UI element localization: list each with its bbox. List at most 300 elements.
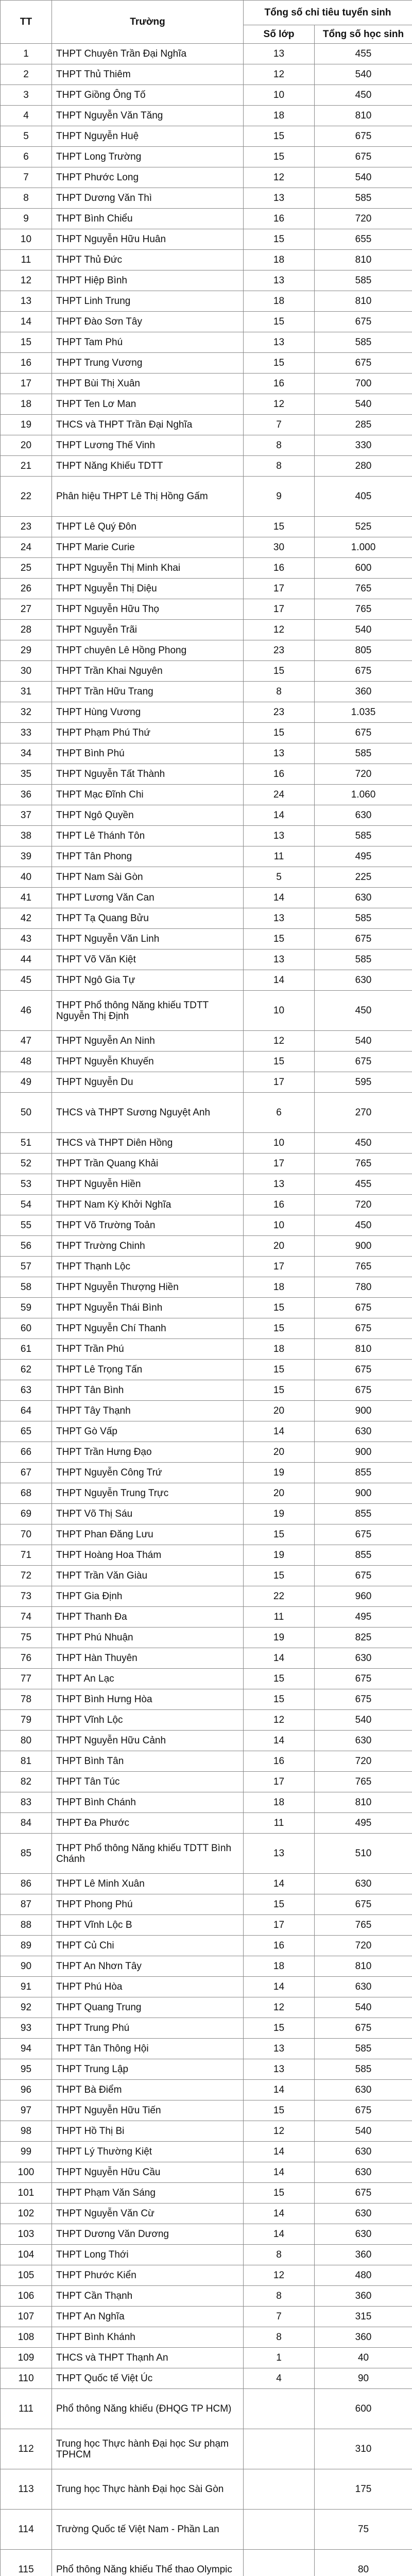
cell-school: THPT Nguyễn Hữu Huân [52,229,244,250]
cell-classes: 8 [244,456,315,477]
cell-tt: 71 [1,1545,52,1566]
table-row [1,1545,412,1566]
table-row [1,1628,412,1648]
cell-students: 630 [315,2142,412,2162]
cell-classes: 14 [244,1648,315,1669]
cell-school: THPT Tân Bình [52,1380,244,1401]
table-row [1,1751,412,1772]
cell-school: THPT Thạnh Lộc [52,1257,244,1277]
cell-school: THPT Lý Thường Kiệt [52,2142,244,2162]
cell-tt: 11 [1,250,52,270]
cell-school: THPT Gò Vấp [52,1421,244,1442]
cell-students: 480 [315,2265,412,2286]
cell-classes: 18 [244,1339,315,1360]
cell-students: 585 [315,826,412,846]
cell-classes: 13 [244,1834,315,1874]
cell-classes: 11 [244,1813,315,1834]
cell-students: 675 [315,2183,412,2204]
cell-students: 675 [315,1052,412,1072]
cell-classes: 13 [244,188,315,209]
cell-tt: 28 [1,620,52,640]
cell-classes: 12 [244,1997,315,2018]
cell-classes: 15 [244,1669,315,1689]
cell-students: 700 [315,374,412,394]
cell-school: THPT Nguyễn Hữu Tiến [52,2100,244,2121]
cell-tt: 108 [1,2327,52,2348]
cell-school: THPT Nguyễn Trãi [52,620,244,640]
cell-students: 75 [315,2510,412,2550]
cell-students: 90 [315,2368,412,2389]
cell-tt: 1 [1,44,52,64]
cell-school: THPT An Nhơn Tây [52,1956,244,1977]
cell-school: THPT Long Thới [52,2245,244,2265]
table-row [1,991,412,1031]
cell-tt: 7 [1,167,52,188]
table-row [1,517,412,537]
cell-classes: 15 [244,661,315,682]
table-row [1,332,412,353]
cell-tt: 69 [1,1504,52,1524]
cell-classes: 19 [244,1545,315,1566]
cell-tt: 30 [1,661,52,682]
cell-classes: 14 [244,1731,315,1751]
cell-school: THPT Nguyễn Công Trứ [52,1463,244,1483]
table-row [1,1195,412,1215]
cell-students: 510 [315,1834,412,1874]
cell-classes: 16 [244,209,315,229]
cell-tt: 60 [1,1318,52,1339]
cell-classes: 14 [244,805,315,826]
cell-school: THPT Võ Văn Kiệt [52,950,244,970]
cell-students: 630 [315,1421,412,1442]
table-row [1,1834,412,1874]
table-row [1,209,412,229]
cell-students: 675 [315,1566,412,1586]
table-row [1,2327,412,2348]
cell-students: 450 [315,991,412,1031]
cell-students: 405 [315,477,412,517]
cell-students: 455 [315,44,412,64]
cell-classes: 15 [244,929,315,950]
cell-school: THPT Quang Trung [52,1997,244,2018]
cell-tt: 67 [1,1463,52,1483]
cell-students: 450 [315,85,412,106]
cell-students: 900 [315,1442,412,1463]
cell-tt: 14 [1,312,52,332]
cell-classes: 15 [244,1524,315,1545]
cell-school: THPT Phước Kiển [52,2265,244,2286]
cell-students: 270 [315,1093,412,1133]
cell-students: 675 [315,1524,412,1545]
cell-tt: 15 [1,332,52,353]
table-row [1,2550,412,2576]
cell-school: Trung học Thực hành Đại học Sư phạm TPHCM [52,2429,244,2469]
cell-classes: 20 [244,1401,315,1421]
cell-students: 450 [315,1215,412,1236]
cell-tt: 94 [1,2039,52,2059]
cell-tt: 73 [1,1586,52,1607]
cell-tt: 103 [1,2224,52,2245]
cell-classes: 15 [244,1380,315,1401]
table-row [1,64,412,85]
cell-students: 630 [315,1731,412,1751]
cell-tt: 96 [1,2080,52,2100]
cell-tt: 23 [1,517,52,537]
cell-school: THPT Đào Sơn Tây [52,312,244,332]
cell-school: THPT Cần Thạnh [52,2286,244,2307]
table-row [1,702,412,723]
cell-tt: 76 [1,1648,52,1669]
table-row [1,1956,412,1977]
cell-school: THPT Chuyên Trần Đại Nghĩa [52,44,244,64]
cell-school: THPT Bình Tân [52,1751,244,1772]
cell-students: 675 [315,147,412,167]
cell-students: 540 [315,2121,412,2142]
cell-tt: 46 [1,991,52,1031]
cell-students: 810 [315,1792,412,1813]
cell-school: THPT Dương Văn Thì [52,188,244,209]
cell-classes [244,2469,315,2510]
table-row [1,270,412,291]
table-row [1,353,412,374]
table-row [1,1483,412,1504]
cell-tt: 29 [1,640,52,661]
cell-students: 360 [315,2327,412,2348]
cell-school: THPT Nguyễn Hữu Cảnh [52,1731,244,1751]
table-row [1,167,412,188]
cell-classes: 11 [244,1607,315,1628]
cell-school: THPT Nguyễn Hữu Cầu [52,2162,244,2183]
cell-students: 900 [315,1236,412,1257]
cell-tt: 38 [1,826,52,846]
table-row [1,826,412,846]
table-row [1,2121,412,2142]
table-row [1,970,412,991]
cell-classes: 13 [244,950,315,970]
table-row [1,1380,412,1401]
table-row [1,1133,412,1154]
cell-students: 595 [315,1072,412,1093]
cell-tt: 101 [1,2183,52,2204]
cell-school: THPT Phú Hòa [52,1977,244,1997]
cell-tt: 8 [1,188,52,209]
cell-tt: 18 [1,394,52,415]
table-row [1,1031,412,1052]
cell-students: 855 [315,1504,412,1524]
cell-school: THPT Ten Lơ Man [52,394,244,415]
cell-students: 495 [315,1607,412,1628]
cell-students: 855 [315,1545,412,1566]
cell-classes: 7 [244,415,315,435]
table-row [1,1915,412,1936]
cell-classes: 16 [244,764,315,785]
cell-students: 720 [315,1751,412,1772]
cell-students: 455 [315,1174,412,1195]
cell-students: 1.000 [315,537,412,558]
cell-classes: 8 [244,2245,315,2265]
cell-school: THPT Thanh Đa [52,1607,244,1628]
cell-school: THPT Hoàng Hoa Thám [52,1545,244,1566]
table-row [1,229,412,250]
cell-classes: 13 [244,2039,315,2059]
cell-tt: 45 [1,970,52,991]
table-row [1,1813,412,1834]
table-row [1,312,412,332]
cell-school: THCS và THPT Sương Nguyệt Anh [52,1093,244,1133]
cell-students: 805 [315,640,412,661]
cell-school: THPT Dương Văn Dương [52,2224,244,2245]
cell-classes: 15 [244,517,315,537]
table-row [1,1360,412,1380]
cell-school: THPT Nguyễn Tất Thành [52,764,244,785]
cell-students: 630 [315,805,412,826]
cell-tt: 88 [1,1915,52,1936]
cell-tt: 3 [1,85,52,106]
cell-tt: 66 [1,1442,52,1463]
table-row [1,2348,412,2368]
cell-tt: 53 [1,1174,52,1195]
cell-tt: 93 [1,2018,52,2039]
cell-school: THPT Nguyễn Du [52,1072,244,1093]
cell-tt: 25 [1,558,52,579]
cell-classes: 10 [244,85,315,106]
cell-tt: 87 [1,1894,52,1915]
table-row [1,2429,412,2469]
table-row [1,2100,412,2121]
cell-classes: 20 [244,1236,315,1257]
cell-tt: 36 [1,785,52,805]
cell-classes [244,2510,315,2550]
cell-tt: 112 [1,2429,52,2469]
table-row [1,846,412,867]
cell-classes: 30 [244,537,315,558]
cell-school: THPT Thủ Thiêm [52,64,244,85]
cell-classes [244,2550,315,2576]
cell-students: 825 [315,1628,412,1648]
cell-tt: 16 [1,353,52,374]
cell-school: THPT Nguyễn Chí Thanh [52,1318,244,1339]
cell-students: 675 [315,929,412,950]
cell-classes: 14 [244,2080,315,2100]
cell-students: 960 [315,1586,412,1607]
cell-school: THPT Quốc tế Việt Úc [52,2368,244,2389]
cell-tt: 63 [1,1380,52,1401]
cell-tt: 115 [1,2550,52,2576]
cell-tt: 2 [1,64,52,85]
cell-tt: 40 [1,867,52,888]
header-school: Trường [52,1,244,44]
table-row [1,2204,412,2224]
cell-students: 585 [315,270,412,291]
cell-tt: 20 [1,435,52,456]
cell-tt: 80 [1,1731,52,1751]
cell-classes: 14 [244,2204,315,2224]
cell-tt: 77 [1,1669,52,1689]
table-row [1,1277,412,1298]
table-row [1,477,412,517]
header-classes: Số lớp [244,25,315,44]
cell-classes: 12 [244,64,315,85]
cell-tt: 85 [1,1834,52,1874]
cell-school: THPT Tân Phong [52,846,244,867]
cell-tt: 33 [1,723,52,743]
table-row [1,1607,412,1628]
table-row [1,1072,412,1093]
cell-classes: 14 [244,2142,315,2162]
cell-school: THPT Thủ Đức [52,250,244,270]
table-row [1,1401,412,1421]
cell-classes: 18 [244,1792,315,1813]
cell-school: THPT Phổ thông Năng khiếu TDTT Bình Chánh [52,1834,244,1874]
table-row [1,1174,412,1195]
cell-school: THPT Võ Trường Toản [52,1215,244,1236]
table-row [1,1648,412,1669]
cell-tt: 34 [1,743,52,764]
cell-school: THPT Nguyễn Trung Trực [52,1483,244,1504]
cell-school: THPT Bình Chiểu [52,209,244,229]
table-row [1,1566,412,1586]
table-body [1,44,412,2576]
cell-tt: 58 [1,1277,52,1298]
cell-classes: 18 [244,1956,315,1977]
cell-students: 675 [315,723,412,743]
cell-classes: 10 [244,1215,315,1236]
cell-classes: 7 [244,2307,315,2327]
table-row [1,661,412,682]
cell-classes: 17 [244,1072,315,1093]
cell-school: THPT Bùi Thị Xuân [52,374,244,394]
cell-classes: 12 [244,2265,315,2286]
cell-students: 585 [315,2039,412,2059]
cell-students: 765 [315,1257,412,1277]
cell-students: 630 [315,1648,412,1669]
cell-tt: 4 [1,106,52,126]
cell-classes: 13 [244,743,315,764]
cell-school: Trung học Thực hành Đại học Sài Gòn [52,2469,244,2510]
cell-students: 585 [315,2059,412,2080]
cell-school: THPT Nguyễn Văn Tăng [52,106,244,126]
cell-classes: 15 [244,1894,315,1915]
table-row [1,250,412,270]
cell-classes: 17 [244,599,315,620]
table-header [1,1,412,44]
cell-classes: 15 [244,229,315,250]
cell-classes: 15 [244,1689,315,1710]
cell-classes: 18 [244,291,315,312]
cell-school: THPT chuyên Lê Hồng Phong [52,640,244,661]
cell-students: 540 [315,394,412,415]
cell-tt: 107 [1,2307,52,2327]
table-row [1,743,412,764]
cell-tt: 57 [1,1257,52,1277]
cell-classes: 1 [244,2348,315,2368]
cell-students: 585 [315,950,412,970]
table-row [1,147,412,167]
table-row [1,2307,412,2327]
cell-classes: 9 [244,477,315,517]
cell-tt: 41 [1,888,52,908]
cell-tt: 99 [1,2142,52,2162]
cell-students: 655 [315,229,412,250]
cell-school: THPT Trung Phú [52,2018,244,2039]
cell-students: 600 [315,2389,412,2429]
table-row [1,1257,412,1277]
cell-school: THPT Trường Chinh [52,1236,244,1257]
cell-classes: 14 [244,2224,315,2245]
cell-students: 900 [315,1483,412,1504]
cell-students: 675 [315,353,412,374]
cell-students: 540 [315,64,412,85]
table-row [1,805,412,826]
cell-classes: 15 [244,723,315,743]
cell-students: 720 [315,209,412,229]
table-row [1,415,412,435]
cell-students: 675 [315,1894,412,1915]
cell-school: THPT Bà Điểm [52,2080,244,2100]
cell-classes: 15 [244,126,315,147]
cell-students: 1.035 [315,702,412,723]
cell-students: 40 [315,2348,412,2368]
cell-students: 630 [315,970,412,991]
cell-students: 540 [315,167,412,188]
cell-tt: 109 [1,2348,52,2368]
cell-school: THPT Phạm Phú Thứ [52,723,244,743]
cell-school: THPT Linh Trung [52,291,244,312]
table-row [1,723,412,743]
table-row [1,2080,412,2100]
cell-tt: 104 [1,2245,52,2265]
cell-school: THPT Nguyễn Thị Minh Khai [52,558,244,579]
cell-school: THPT Nguyễn An Ninh [52,1031,244,1052]
table-row [1,435,412,456]
cell-students: 675 [315,126,412,147]
cell-students: 280 [315,456,412,477]
cell-school: THPT Lê Minh Xuân [52,1874,244,1894]
cell-classes: 8 [244,682,315,702]
cell-school: THPT Bình Khánh [52,2327,244,2348]
cell-classes: 12 [244,167,315,188]
cell-tt: 81 [1,1751,52,1772]
table-row [1,620,412,640]
cell-classes: 18 [244,1277,315,1298]
cell-school: THPT Phổ thông Năng khiếu TDTT Nguyễn Thị Định [52,991,244,1031]
table-row [1,1421,412,1442]
cell-students: 310 [315,2429,412,2469]
cell-school: THPT Hồ Thị Bi [52,2121,244,2142]
cell-classes: 5 [244,867,315,888]
cell-tt: 95 [1,2059,52,2080]
cell-tt: 86 [1,1874,52,1894]
table-row [1,1669,412,1689]
cell-school: THPT Long Trường [52,147,244,167]
cell-students: 585 [315,188,412,209]
cell-tt: 52 [1,1154,52,1174]
cell-tt: 17 [1,374,52,394]
cell-school: THPT Tây Thạnh [52,1401,244,1421]
cell-school: THPT Trần Hưng Đạo [52,1442,244,1463]
cell-school: THCS và THPT Trần Đại Nghĩa [52,415,244,435]
cell-tt: 64 [1,1401,52,1421]
cell-tt: 111 [1,2389,52,2429]
cell-tt: 31 [1,682,52,702]
cell-students: 765 [315,579,412,599]
cell-school: THPT Hiệp Bình [52,270,244,291]
table-row [1,682,412,702]
cell-tt: 113 [1,2469,52,2510]
cell-school: THPT Trần Văn Giàu [52,1566,244,1586]
cell-students: 855 [315,1463,412,1483]
cell-school: THPT Tạ Quang Bửu [52,908,244,929]
